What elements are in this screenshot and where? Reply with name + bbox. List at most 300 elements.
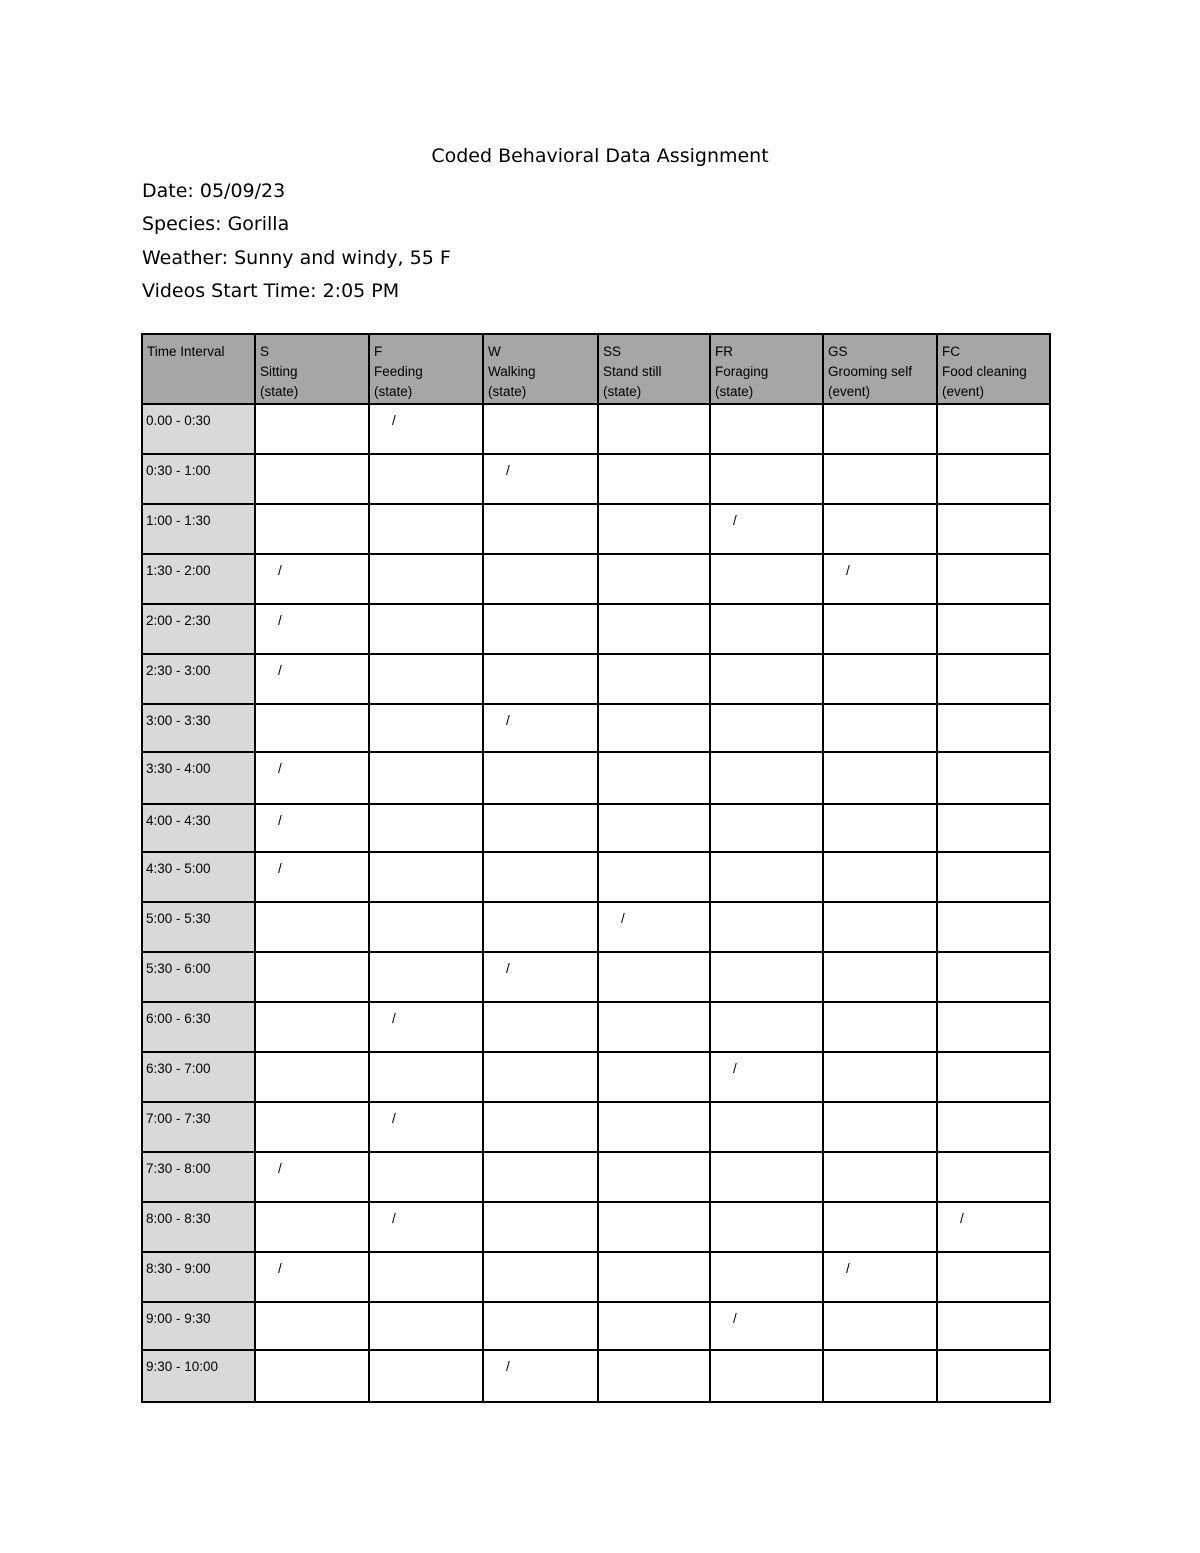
tally-mark [370,853,482,861]
table-row [142,554,1050,604]
tally-mark [938,1253,1049,1261]
tally-mark: / [392,1011,396,1026]
tally-cell [710,554,823,604]
tally-mark [599,655,709,663]
weather-line [142,242,451,275]
tally-mark [938,1351,1049,1359]
tally-mark [256,505,368,513]
tally-cell [937,1252,1050,1302]
tally-cell [710,952,823,1002]
tally-cell [598,1302,710,1350]
time-interval-header [142,334,255,404]
table-row [142,704,1050,752]
time-interval-cell: 5:00 - 5:30 [142,902,255,952]
tally-mark [370,455,482,463]
tally-mark [370,605,482,613]
tally-mark [256,705,368,713]
tally-mark [484,505,597,513]
tally-mark [711,853,822,861]
tally-mark [711,1003,822,1011]
tally-mark [599,1253,709,1261]
tally-cell [255,554,369,604]
tally-mark [484,1053,597,1061]
tally-cell [369,852,483,902]
species-label: Species: [142,213,222,236]
species-line [142,208,451,241]
tally-cell [823,804,937,852]
tally-cell [710,404,823,454]
tally-mark [370,1153,482,1161]
tally-mark [599,1103,709,1111]
tally-mark [824,903,936,911]
tally-mark: / [278,861,282,876]
tally-mark [938,655,1049,663]
tally-mark [711,903,822,911]
tally-cell [823,902,937,952]
tally-cell [255,1252,369,1302]
tally-mark [824,505,936,513]
tally-cell [483,952,598,1002]
tally-cell [823,554,937,604]
tally-cell [255,1102,369,1152]
tally-mark [938,455,1049,463]
tally-cell [937,752,1050,804]
column-code: W [488,344,501,359]
tally-cell [598,704,710,752]
time-interval-cell: 1:00 - 1:30 [142,504,255,554]
tally-mark [484,1153,597,1161]
tally-cell [937,604,1050,654]
tally-cell [369,454,483,504]
tally-cell [710,1350,823,1402]
table-body [142,404,1050,1402]
tally-cell [710,1002,823,1052]
tally-cell [598,404,710,454]
column-header-food-cleaning [937,334,1050,404]
column-kind: (state) [374,384,413,399]
tally-cell [937,1102,1050,1152]
tally-mark [370,953,482,961]
tally-mark [599,455,709,463]
tally-cell [369,604,483,654]
tally-mark [711,1103,822,1111]
table-row [142,1202,1050,1252]
tally-mark [711,555,822,563]
tally-mark [938,1303,1049,1311]
tally-mark [599,1153,709,1161]
tally-mark: / [278,813,282,828]
column-name: Foraging [715,364,769,379]
tally-cell [823,504,937,554]
column-code: SS [603,344,622,359]
tally-mark [711,1253,822,1261]
tally-mark [256,455,368,463]
tally-cell [823,454,937,504]
tally-cell [598,952,710,1002]
tally-mark [370,1053,482,1061]
tally-mark [824,805,936,813]
tally-cell [598,1350,710,1402]
tally-cell [255,1152,369,1202]
table-row [142,404,1050,454]
column-name: Stand still [603,364,662,379]
tally-mark [256,1203,368,1211]
tally-mark [256,1351,368,1359]
tally-mark [370,1253,482,1261]
tally-cell [483,902,598,952]
tally-cell [937,654,1050,704]
tally-cell [710,804,823,852]
tally-mark [484,903,597,911]
tally-mark [824,1351,936,1359]
tally-cell [255,704,369,752]
tally-mark [938,753,1049,761]
tally-cell [598,454,710,504]
tally-mark [824,1003,936,1011]
tally-mark [711,1203,822,1211]
tally-mark [711,1153,822,1161]
column-kind: (event) [828,384,871,399]
tally-mark [938,805,1049,813]
tally-mark [938,605,1049,613]
tally-cell [483,404,598,454]
column-kind: (state) [488,384,527,399]
tally-mark [824,705,936,713]
tally-cell [710,1252,823,1302]
column-header-stand-still [598,334,710,404]
tally-cell [598,804,710,852]
tally-cell [598,1252,710,1302]
tally-cell [483,554,598,604]
table-row [142,804,1050,852]
tally-cell [369,1052,483,1102]
tally-mark [256,1053,368,1061]
tally-cell [710,704,823,752]
tally-cell [369,902,483,952]
column-code: S [260,344,270,359]
time-interval-cell: 2:30 - 3:00 [142,654,255,704]
tally-cell [255,952,369,1002]
tally-cell [369,1002,483,1052]
tally-cell [255,654,369,704]
tally-cell [823,704,937,752]
tally-mark [484,1203,597,1211]
behavior-coding-table [141,333,1051,1403]
tally-cell [823,1252,937,1302]
tally-mark [484,1303,597,1311]
tally-cell [598,1152,710,1202]
tally-mark [824,1203,936,1211]
start-time-label: Videos Start Time: [142,280,317,303]
tally-mark [370,805,482,813]
time-interval-cell: 8:00 - 8:30 [142,1202,255,1252]
tally-cell [823,1102,937,1152]
tally-mark [824,853,936,861]
tally-mark [711,753,822,761]
tally-cell [255,504,369,554]
table-row [142,852,1050,902]
tally-mark [599,1053,709,1061]
column-header-feeding [369,334,483,404]
tally-mark [938,1153,1049,1161]
tally-mark [938,953,1049,961]
tally-cell [369,1350,483,1402]
column-header-grooming-self [823,334,937,404]
tally-mark [484,655,597,663]
tally-mark: / [846,563,850,578]
tally-mark [484,853,597,861]
weather-value: Sunny and windy, 55 F [234,246,451,269]
tally-cell [369,654,483,704]
tally-cell [710,852,823,902]
tally-mark [256,1303,368,1311]
tally-mark [599,505,709,513]
table-row [142,504,1050,554]
column-kind: (state) [603,384,642,399]
table-row [142,902,1050,952]
time-interval-cell: 4:00 - 4:30 [142,804,255,852]
tally-cell [369,554,483,604]
tally-cell [937,404,1050,454]
tally-mark: / [733,1061,737,1076]
time-interval-cell: 3:00 - 3:30 [142,704,255,752]
tally-cell [598,752,710,804]
tally-mark [824,655,936,663]
tally-mark: / [392,1211,396,1226]
tally-mark [711,953,822,961]
tally-cell [937,1202,1050,1252]
tally-mark [484,1003,597,1011]
tally-cell [369,1302,483,1350]
tally-mark: / [506,463,510,478]
tally-cell [483,1302,598,1350]
time-interval-cell: 0.00 - 0:30 [142,404,255,454]
tally-mark [599,1203,709,1211]
tally-cell [598,1202,710,1252]
time-interval-cell: 2:00 - 2:30 [142,604,255,654]
tally-cell [823,852,937,902]
tally-mark [599,555,709,563]
tally-mark [484,555,597,563]
tally-cell [483,1152,598,1202]
tally-mark [599,753,709,761]
date-line [142,175,451,208]
tally-mark [370,655,482,663]
tally-mark [938,505,1049,513]
tally-cell [598,1002,710,1052]
tally-mark [938,853,1049,861]
tally-cell [937,952,1050,1002]
tally-mark [370,1351,482,1359]
tally-cell [823,952,937,1002]
tally-mark: / [846,1261,850,1276]
tally-cell [823,752,937,804]
tally-cell [823,1002,937,1052]
tally-mark [599,953,709,961]
tally-mark [824,1153,936,1161]
tally-cell [598,504,710,554]
column-kind: (event) [942,384,985,399]
tally-mark [824,1053,936,1061]
tally-cell [710,1102,823,1152]
tally-cell [710,1302,823,1350]
tally-cell [255,1202,369,1252]
time-interval-cell: 4:30 - 5:00 [142,852,255,902]
species-value: Gorilla [227,213,290,236]
table-row [142,1252,1050,1302]
tally-mark: / [392,413,396,428]
time-interval-cell: 7:30 - 8:00 [142,1152,255,1202]
tally-cell [255,752,369,804]
tally-cell [483,654,598,704]
tally-mark [599,605,709,613]
weather-label: Weather: [142,246,229,269]
tally-cell [483,454,598,504]
tally-mark [711,605,822,613]
tally-mark [824,1303,936,1311]
column-name: Food cleaning [942,364,1027,379]
tally-cell [483,704,598,752]
tally-mark [599,853,709,861]
column-kind: (state) [260,384,299,399]
tally-cell [369,504,483,554]
tally-mark: / [733,513,737,528]
tally-cell [255,454,369,504]
tally-cell [598,604,710,654]
tally-cell [937,554,1050,604]
tally-cell [823,1202,937,1252]
column-name: Walking [488,364,536,379]
tally-mark: / [278,1161,282,1176]
tally-cell [823,1052,937,1102]
time-interval-cell: 1:30 - 2:00 [142,554,255,604]
tally-mark: / [278,663,282,678]
tally-mark [938,1003,1049,1011]
tally-mark: / [278,761,282,776]
table-row [142,752,1050,804]
tally-mark [256,1003,368,1011]
tally-mark [824,605,936,613]
tally-mark [824,1103,936,1111]
tally-mark [599,1351,709,1359]
tally-cell [937,704,1050,752]
tally-mark [484,605,597,613]
tally-mark: / [392,1111,396,1126]
tally-cell [598,654,710,704]
column-name: Grooming self [828,364,913,379]
time-interval-cell: 5:30 - 6:00 [142,952,255,1002]
date-label: Date: [142,180,194,202]
tally-cell [369,1202,483,1252]
start-time-line [142,275,451,308]
tally-mark [938,555,1049,563]
tally-mark [484,1103,597,1111]
tally-cell [369,1152,483,1202]
tally-mark: / [621,911,625,926]
tally-mark [599,1003,709,1011]
tally-cell [937,852,1050,902]
tally-cell [823,604,937,654]
tally-mark [370,555,482,563]
tally-cell [598,554,710,604]
tally-mark: / [960,1211,964,1226]
tally-cell [369,804,483,852]
tally-mark [599,705,709,713]
tally-mark [938,1103,1049,1111]
column-name: Sitting [260,364,298,379]
tally-mark [599,1303,709,1311]
tally-cell [369,1252,483,1302]
tally-mark [938,705,1049,713]
tally-cell [937,804,1050,852]
time-interval-cell: 6:30 - 7:00 [142,1052,255,1102]
tally-cell [255,804,369,852]
column-header-walking [483,334,598,404]
tally-mark [711,455,822,463]
tally-cell [255,852,369,902]
tally-cell [369,704,483,752]
tally-mark: / [506,961,510,976]
tally-mark [824,405,936,413]
tally-cell [255,604,369,654]
time-interval-cell: 7:00 - 7:30 [142,1102,255,1152]
tally-cell [255,902,369,952]
time-interval-cell: 9:30 - 10:00 [142,1350,255,1402]
tally-mark [599,405,709,413]
tally-cell [483,1052,598,1102]
tally-cell [483,1202,598,1252]
time-interval-header-label: Time Interval [147,344,225,359]
tally-cell [483,1350,598,1402]
tally-cell [710,1052,823,1102]
tally-cell [937,1350,1050,1402]
tally-cell [255,1002,369,1052]
tally-mark: / [278,1261,282,1276]
table-row [142,604,1050,654]
tally-cell [710,752,823,804]
observation-details [142,175,451,309]
table-row [142,1102,1050,1152]
table-row [142,952,1050,1002]
time-interval-cell: 6:00 - 6:30 [142,1002,255,1052]
tally-cell [255,1302,369,1350]
tally-cell [483,852,598,902]
tally-cell [255,404,369,454]
tally-cell [823,404,937,454]
tally-cell [937,454,1050,504]
tally-mark [370,1303,482,1311]
tally-cell [710,1202,823,1252]
column-header-foraging [710,334,823,404]
column-code: GS [828,344,848,359]
tally-cell [598,852,710,902]
tally-cell [483,804,598,852]
time-interval-cell: 0:30 - 1:00 [142,454,255,504]
tally-cell [483,1252,598,1302]
tally-cell [937,902,1050,952]
tally-cell [937,1052,1050,1102]
table-row [142,1152,1050,1202]
tally-cell [937,1002,1050,1052]
column-code: FC [942,344,960,359]
tally-cell [937,1152,1050,1202]
start-time-value: 2:05 PM [322,280,400,303]
time-interval-cell: 8:30 - 9:00 [142,1252,255,1302]
tally-cell [369,1102,483,1152]
tally-mark [938,1053,1049,1061]
tally-mark [938,405,1049,413]
time-interval-cell: 9:00 - 9:30 [142,1302,255,1350]
